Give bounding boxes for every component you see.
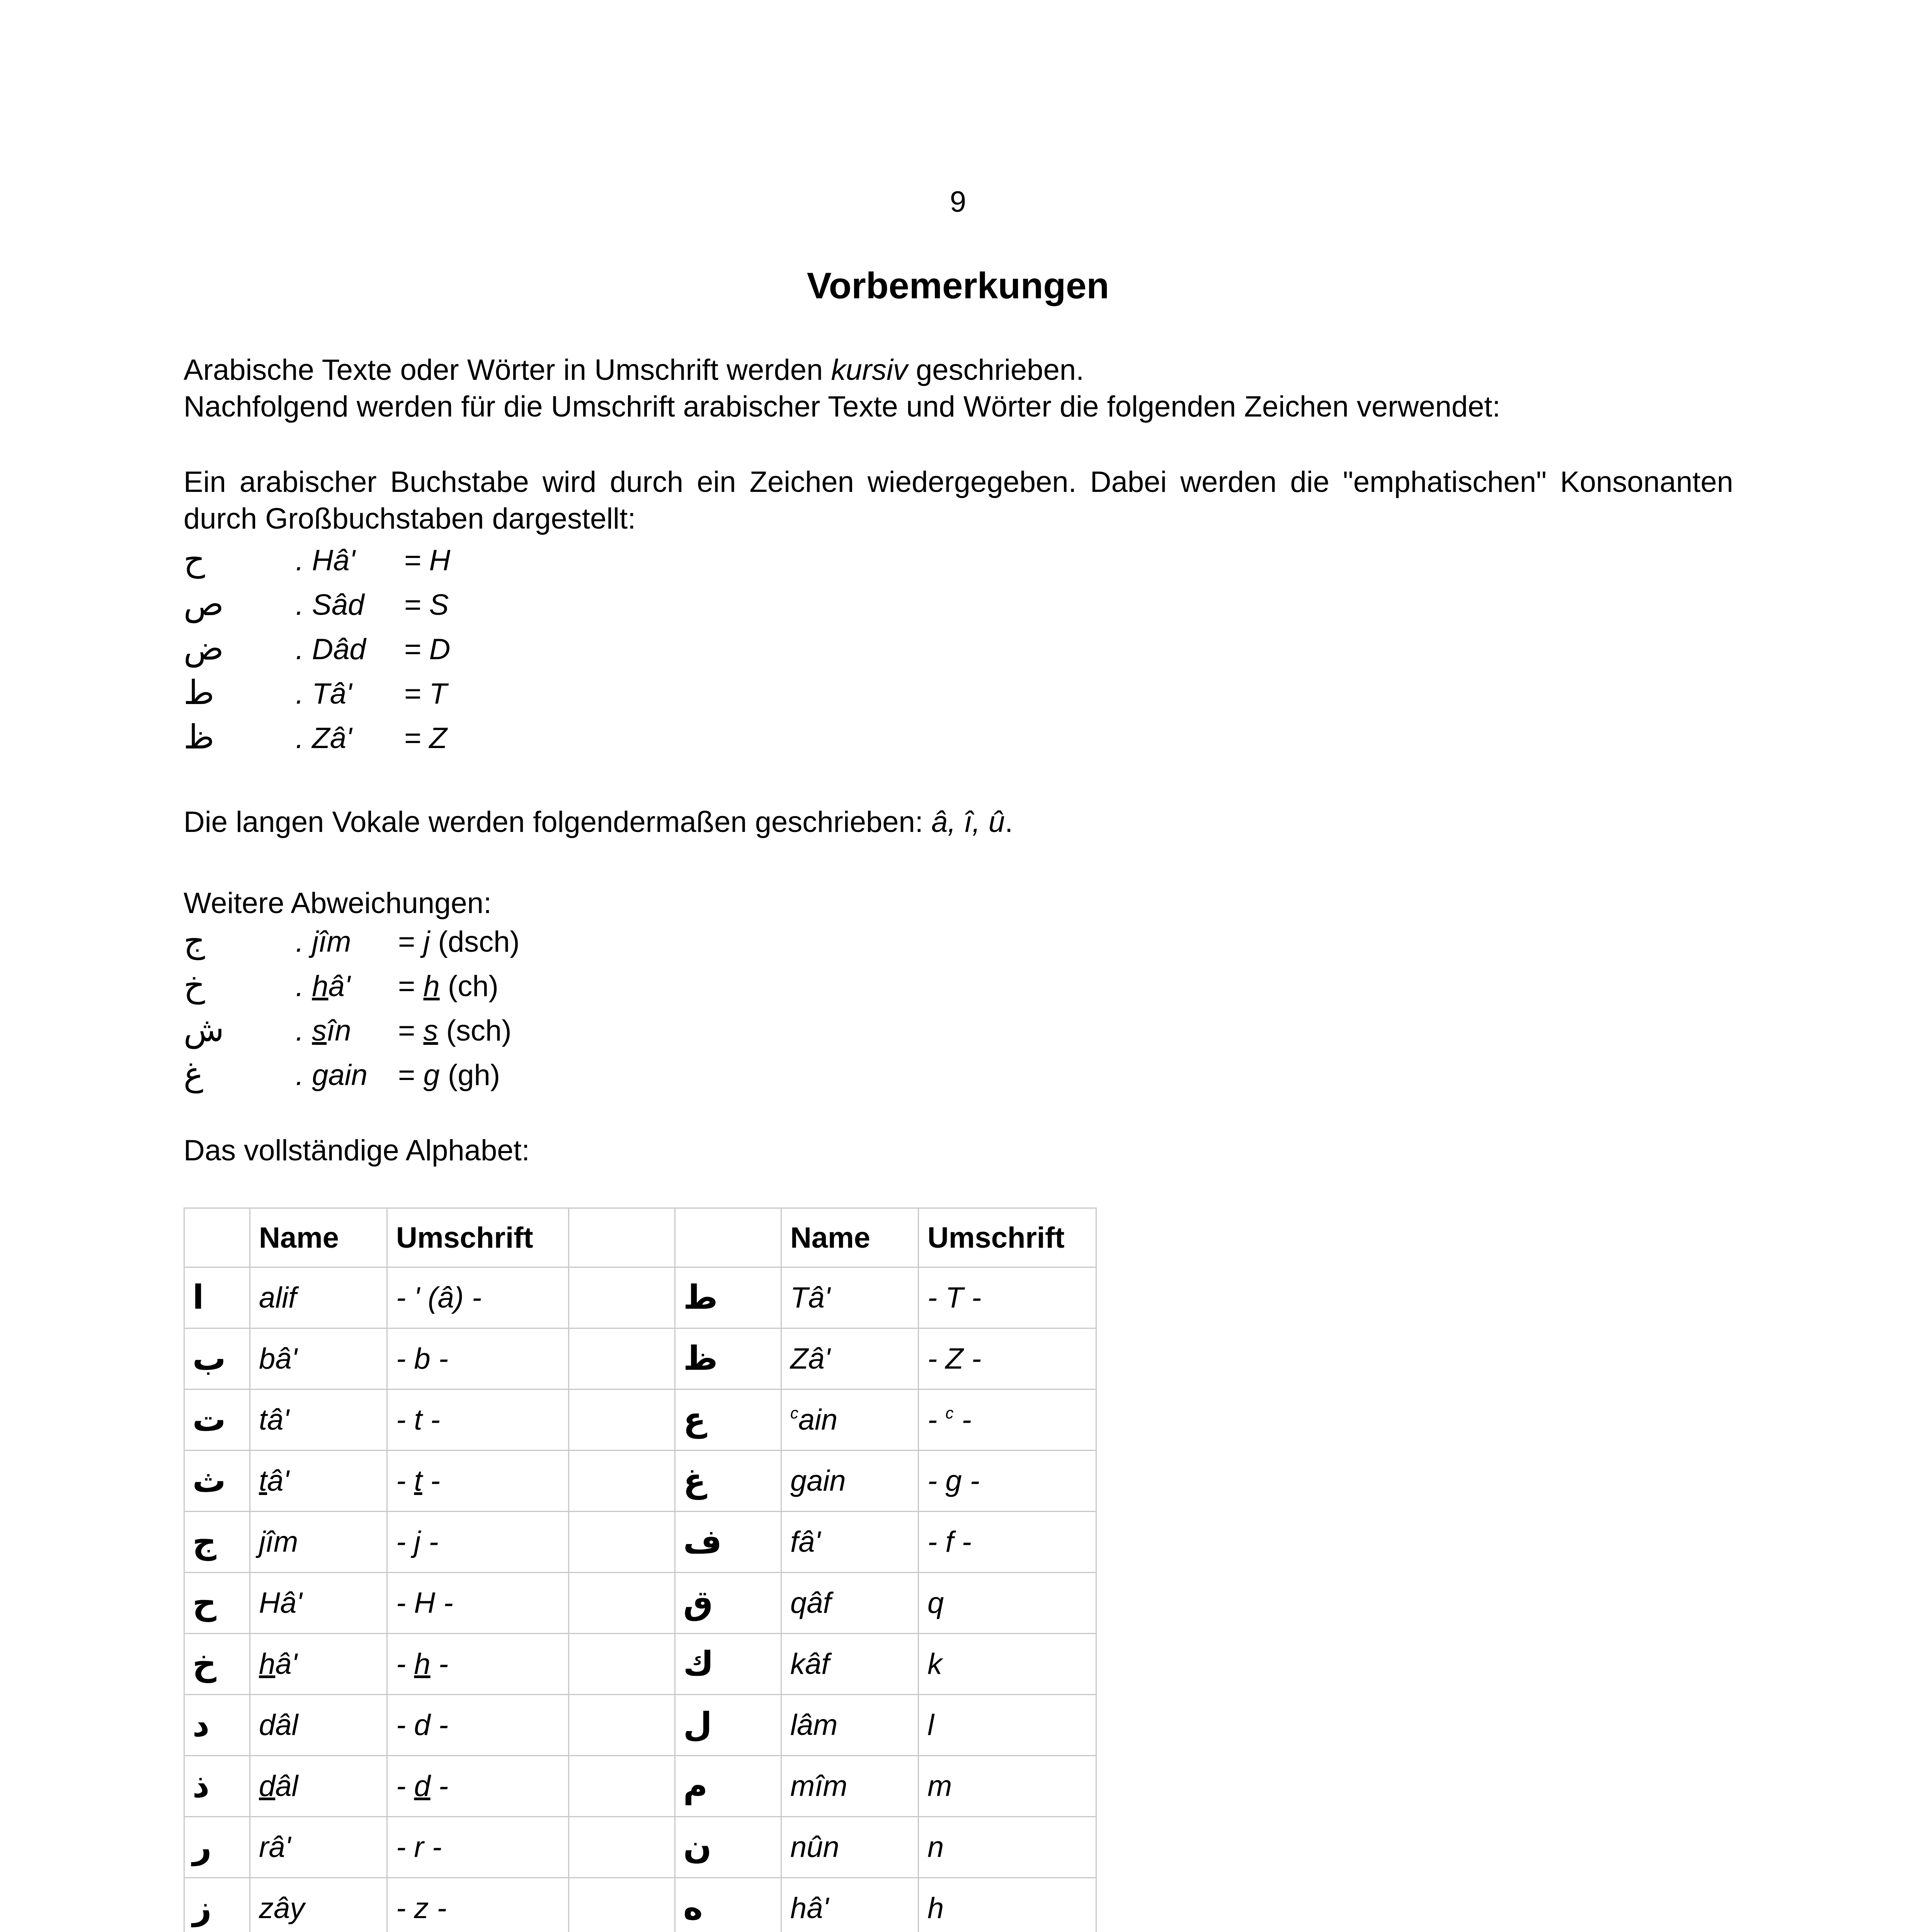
table-header-row: [184, 1208, 1096, 1267]
name-text: â': [275, 1648, 298, 1680]
equivalent-note: (gh): [439, 1059, 500, 1092]
translit-pre: -: [927, 1403, 946, 1436]
spacer-cell: [569, 1878, 675, 1932]
arabic-letter-right: م: [675, 1756, 781, 1817]
name-underlined-char: s: [312, 1014, 327, 1047]
transliteration-left: - j -: [387, 1512, 569, 1573]
letter-name: . Hâ': [296, 544, 355, 577]
transliteration-right: n: [919, 1817, 1096, 1878]
letter-name: [296, 923, 351, 960]
letter-equivalent: = Z: [404, 722, 447, 755]
letter-equivalent: = S: [404, 588, 449, 621]
arabic-letter-left: خ: [184, 1634, 250, 1695]
name-text: hâ': [790, 1892, 829, 1925]
arabic-letter-left: د: [184, 1695, 250, 1756]
intro-text: Arabische Texte oder Wörter in Umschrift werden: [184, 354, 831, 386]
name-rest: â': [328, 970, 351, 1003]
letter-equivalent: [398, 1012, 512, 1049]
table-row: [184, 1817, 1096, 1878]
arabic-letter: ظ: [184, 718, 214, 757]
name-text: Tâ': [790, 1281, 830, 1314]
equals-sign: =: [398, 1059, 424, 1092]
arabic-letter-right: ل: [675, 1695, 781, 1756]
name-text: alif: [259, 1281, 297, 1314]
long-vowels-list: â, î, û: [931, 806, 1005, 838]
translit-post: -: [430, 1648, 449, 1680]
letter-name-left: [250, 1267, 387, 1328]
arabic-letter-right: ط: [675, 1267, 781, 1328]
name-superscript: c: [790, 1403, 798, 1422]
name-text: âl: [275, 1770, 298, 1803]
spacer-cell: [569, 1389, 675, 1451]
equivalent-underlined: s: [423, 1014, 438, 1047]
transliteration-right: k: [919, 1634, 1096, 1695]
table-row: [184, 1756, 1096, 1817]
name-text: mîm: [790, 1770, 847, 1803]
arabic-letter-left: ج: [184, 1512, 250, 1573]
letter-name-left: [250, 1695, 387, 1756]
letter-name-left: [250, 1634, 387, 1695]
letter-name-left: [250, 1389, 387, 1451]
transliteration-left: - ' (â) -: [387, 1267, 569, 1328]
transliteration-left: - r -: [387, 1817, 569, 1878]
long-vowels-paragraph: [184, 804, 1733, 840]
letter-name-right: [781, 1512, 919, 1573]
transliteration-left: - H -: [387, 1573, 569, 1634]
letter-name: . Sâd: [296, 588, 364, 621]
letter-name-right: [781, 1756, 919, 1817]
header-spacer: [569, 1208, 675, 1267]
letter-equivalent: = T: [404, 677, 447, 710]
arabic-letter-left: ح: [184, 1573, 250, 1634]
transliteration-right: - f -: [919, 1512, 1096, 1573]
arabic-letter: خ: [184, 966, 205, 1005]
header-letter-right: [675, 1208, 781, 1267]
transliteration-right: l: [919, 1695, 1096, 1756]
name-text: â': [267, 1464, 289, 1497]
translit-underlined: h: [414, 1648, 431, 1680]
name-text: jîm: [259, 1526, 298, 1558]
letter-name-left: [250, 1328, 387, 1389]
header-name-right: Name: [781, 1208, 919, 1267]
spacer-cell: [569, 1267, 675, 1328]
equivalent-note: (ch): [439, 970, 499, 1003]
translit-superscript: c: [945, 1403, 954, 1422]
table-row: [184, 1634, 1096, 1695]
transliteration-left: [387, 1756, 569, 1817]
name-underlined-char: d: [259, 1770, 276, 1803]
spacer-cell: [569, 1573, 675, 1634]
table-row: [184, 1451, 1096, 1512]
equals-sign: =: [398, 970, 424, 1003]
intro-text-end: geschrieben.: [907, 354, 1084, 386]
name-dot: .: [296, 1014, 312, 1047]
arabic-letter-right: ه: [675, 1878, 781, 1932]
table-row: [184, 1695, 1096, 1756]
name-text: nûn: [790, 1831, 839, 1864]
transliteration-left: [387, 1634, 569, 1695]
spacer-cell: [569, 1756, 675, 1817]
name-dot: .: [296, 970, 312, 1003]
letter-name-right: [781, 1573, 919, 1634]
letter-name-left: [250, 1451, 387, 1512]
letter-name-right: [781, 1817, 919, 1878]
letter-name-right: [781, 1634, 919, 1695]
transliteration-right: - Z -: [919, 1328, 1096, 1389]
transliteration-right: [919, 1389, 1096, 1451]
arabic-letter-right: ظ: [675, 1328, 781, 1389]
letter-name-left: [250, 1573, 387, 1634]
arabic-letter: ض: [184, 629, 224, 668]
name-text: tâ': [259, 1403, 289, 1436]
emphatic-intro: Ein arabischer Buchstabe wird durch ein Zeichen wiedergegeben. Dabei werden die "emphatischen" Konsonanten durch Großbuchstaben dargestellt:: [184, 466, 1733, 535]
equals-sign: =: [398, 1014, 424, 1047]
table-row: [184, 1878, 1096, 1932]
spacer-cell: [569, 1512, 675, 1573]
arabic-letter-left: ا: [184, 1267, 250, 1328]
arabic-letter-right: ق: [675, 1573, 781, 1634]
name-text: Zâ': [790, 1342, 830, 1375]
arabic-letter-right: ع: [675, 1389, 781, 1451]
translit-pre: -: [396, 1464, 414, 1497]
table-row: [184, 1267, 1096, 1328]
spacer-cell: [569, 1817, 675, 1878]
letter-equivalent: = H: [404, 544, 451, 577]
letter-name-left: [250, 1512, 387, 1573]
name-text: dâl: [259, 1709, 298, 1742]
name-text: fâ': [790, 1526, 820, 1558]
name-dot: .: [296, 1059, 312, 1092]
transliteration-right: - g -: [919, 1451, 1096, 1512]
arabic-letter: ج: [184, 922, 205, 960]
transliteration-right: q: [919, 1573, 1096, 1634]
spacer-cell: [569, 1328, 675, 1389]
translit-pre: -: [396, 1648, 414, 1680]
alphabet-table: [184, 1208, 1097, 1932]
arabic-letter-left: ز: [184, 1878, 250, 1932]
table-row: [184, 1512, 1096, 1573]
name-text: zây: [259, 1892, 305, 1925]
equivalent-note: (dsch): [430, 925, 520, 958]
header-name-left: Name: [250, 1208, 387, 1267]
arabic-letter-right: ن: [675, 1817, 781, 1878]
translit-pre: -: [396, 1770, 414, 1803]
name-text: Hâ': [259, 1587, 302, 1619]
name-text: kâf: [790, 1648, 830, 1680]
arabic-letter-left: ر: [184, 1817, 250, 1878]
letter-name-left: [250, 1756, 387, 1817]
name-text: ain: [798, 1403, 838, 1436]
name-rest: în: [327, 1014, 351, 1047]
page-number: 9: [949, 185, 967, 218]
header-translit-left: Umschrift: [387, 1208, 569, 1267]
long-vowels-end: .: [1005, 806, 1013, 838]
long-vowels-text: Die langen Vokale werden folgendermaßen geschrieben:: [184, 806, 932, 838]
name-rest: gain: [312, 1059, 368, 1092]
arabic-letter-left: ذ: [184, 1756, 250, 1817]
letter-equivalent: [398, 923, 520, 960]
translit-underlined: d: [414, 1770, 431, 1803]
name-text: gain: [790, 1464, 846, 1497]
letter-name-right: [781, 1451, 919, 1512]
translit-underlined: t: [414, 1464, 422, 1497]
letter-name: . Tâ': [296, 677, 352, 710]
page-title: Vorbemerkungen: [807, 265, 1109, 306]
header-letter-left: [184, 1208, 250, 1267]
name-underlined-char: h: [312, 970, 328, 1003]
transliteration-left: - t -: [387, 1389, 569, 1451]
letter-name-left: [250, 1817, 387, 1878]
transliteration-right: - T -: [919, 1267, 1096, 1328]
letter-name: [296, 1012, 351, 1049]
arabic-letter: ح: [184, 540, 205, 579]
deviations-label: Weitere Abweichungen:: [184, 887, 492, 920]
letter-equivalent: = D: [404, 633, 451, 666]
name-underlined-char: h: [259, 1648, 276, 1680]
letter-name-right: [781, 1695, 919, 1756]
transliteration-left: [387, 1451, 569, 1512]
arabic-letter-left: ث: [184, 1451, 250, 1512]
transliteration-right: m: [919, 1756, 1096, 1817]
letter-name-right: [781, 1878, 919, 1932]
equivalent-italic: g: [423, 1059, 440, 1092]
intro-paragraph: [184, 352, 1733, 425]
alphabet-table-body: [184, 1267, 1096, 1932]
arabic-letter: ش: [184, 1010, 224, 1049]
intro-second-line: Nachfolgend werden für die Umschrift arabischer Texte und Wörter die folgenden Zeichen verwendet:: [184, 390, 1501, 423]
letter-name: [296, 1057, 368, 1094]
equivalent-italic: j: [423, 925, 430, 958]
transliteration-right: h: [919, 1878, 1096, 1932]
table-row: [184, 1573, 1096, 1634]
arabic-letter: ص: [184, 585, 224, 623]
arabic-letter: ط: [184, 673, 214, 712]
name-text: lâm: [790, 1709, 838, 1742]
name-dot: .: [296, 925, 312, 958]
table-row: [184, 1389, 1096, 1451]
equivalent-underlined: h: [423, 970, 440, 1003]
transliteration-left: - d -: [387, 1695, 569, 1756]
transliteration-left: - z -: [387, 1878, 569, 1932]
letter-name: . Zâ': [296, 722, 352, 755]
translit-post: -: [953, 1403, 972, 1436]
transliteration-left: - b -: [387, 1328, 569, 1389]
name-text: bâ': [259, 1342, 298, 1375]
name-text: râ': [259, 1831, 291, 1864]
spacer-cell: [569, 1451, 675, 1512]
letter-name-right: [781, 1267, 919, 1328]
table-row: [184, 1328, 1096, 1389]
arabic-letter-left: ت: [184, 1389, 250, 1451]
equals-sign: =: [398, 925, 424, 958]
name-rest: jîm: [312, 925, 351, 958]
name-underlined-char: t: [259, 1464, 267, 1497]
arabic-letter-right: غ: [675, 1451, 781, 1512]
header-translit-right: Umschrift: [919, 1208, 1096, 1267]
spacer-cell: [569, 1634, 675, 1695]
intro-italic-word: kursiv: [831, 354, 908, 386]
translit-post: -: [422, 1464, 440, 1497]
arabic-letter: غ: [184, 1055, 204, 1094]
translit-post: -: [430, 1770, 449, 1803]
alphabet-label: Das vollständige Alphabet:: [184, 1134, 530, 1167]
name-text: qâf: [790, 1587, 831, 1619]
letter-name-right: [781, 1328, 919, 1389]
letter-equivalent: [398, 1057, 500, 1094]
arabic-letter-right: ف: [675, 1512, 781, 1573]
letter-name: . Dâd: [296, 633, 366, 666]
letter-name-left: [250, 1878, 387, 1932]
letter-name-right: [781, 1389, 919, 1451]
equivalent-note: (sch): [438, 1014, 512, 1047]
letter-name: [296, 968, 350, 1005]
arabic-letter-left: ب: [184, 1328, 250, 1389]
spacer-cell: [569, 1695, 675, 1756]
arabic-letter-right: ك: [675, 1634, 781, 1695]
letter-equivalent: [398, 968, 499, 1005]
